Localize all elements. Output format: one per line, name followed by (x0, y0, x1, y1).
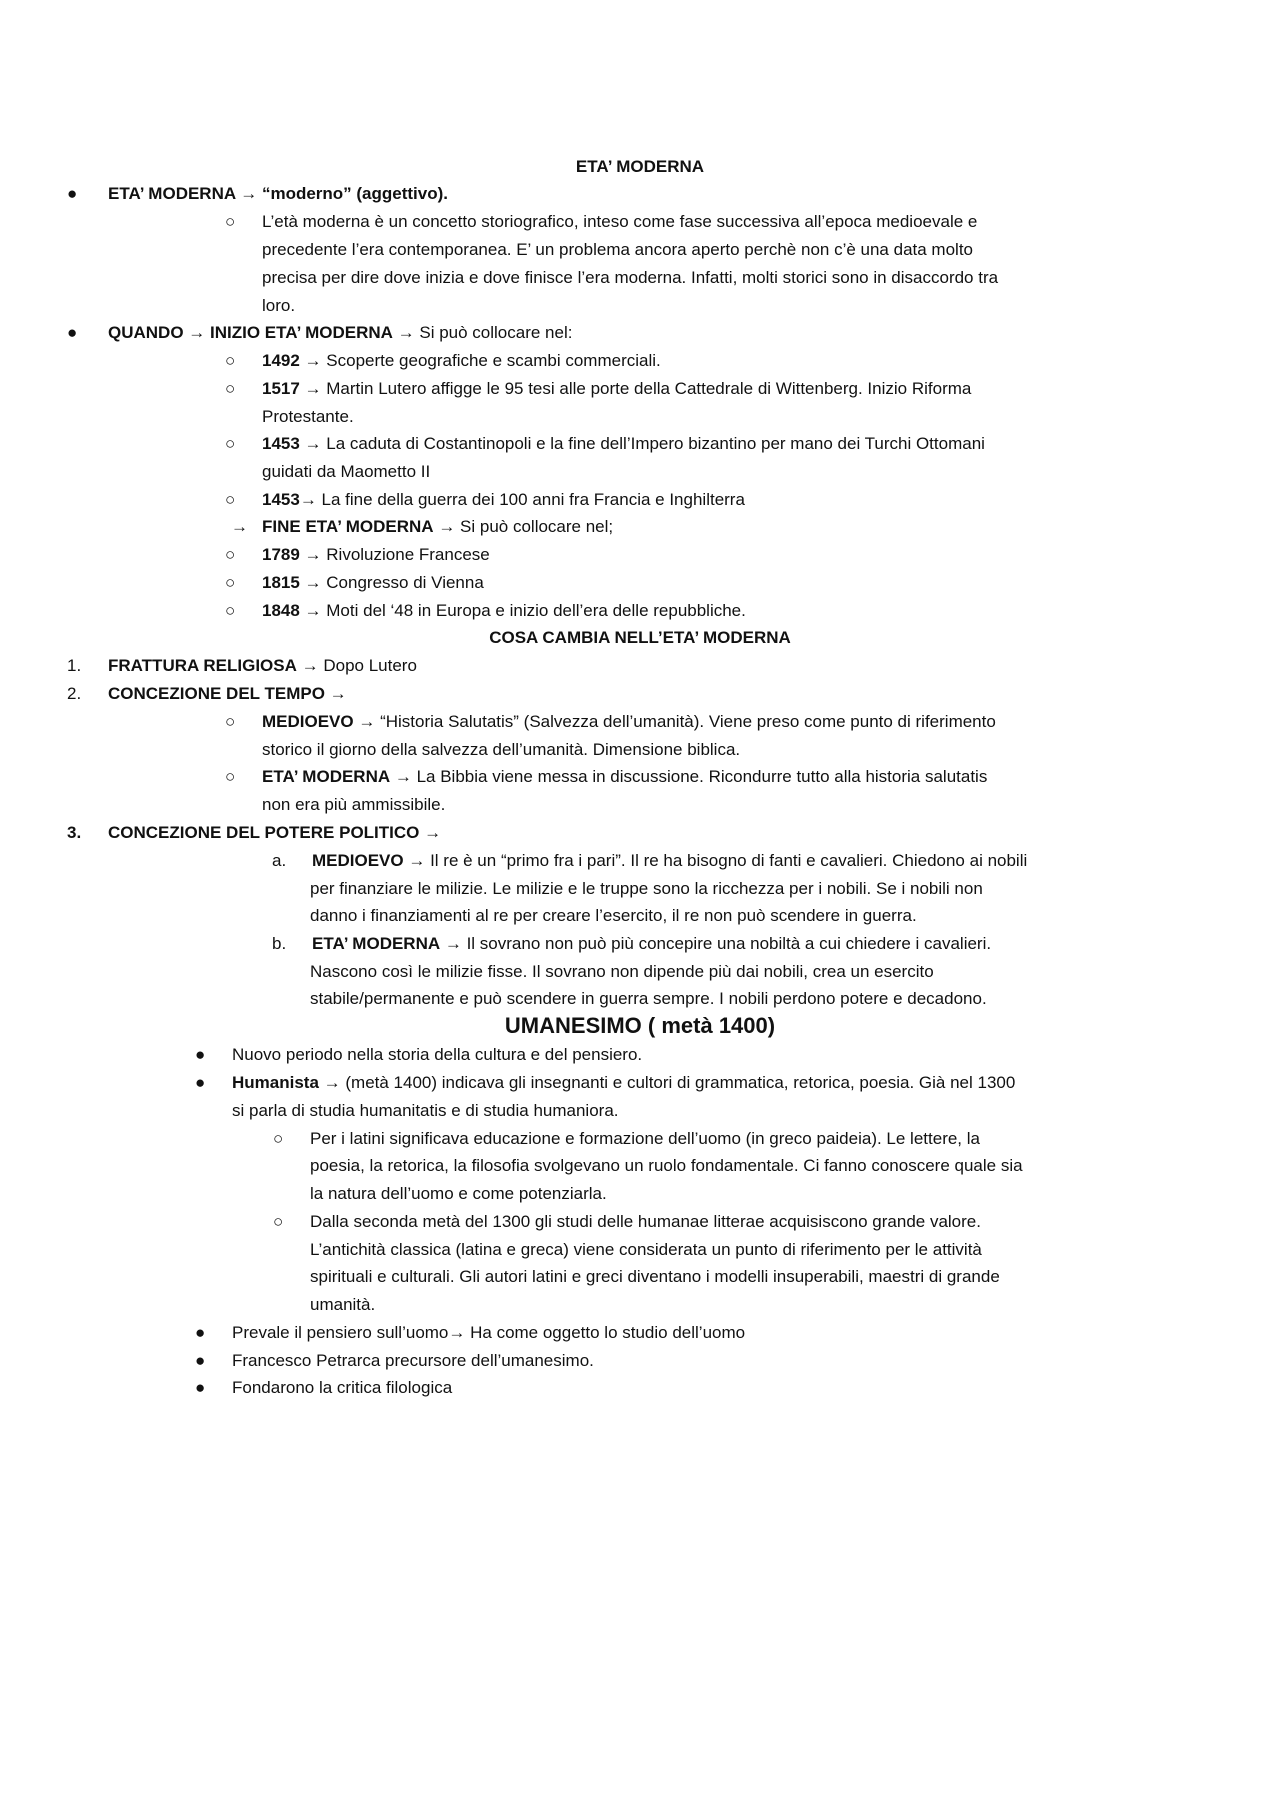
paragraph-line: precisa per dire dove inizia e dove finisce l’era moderna. Infatti, molti storici sono in disaccordo tra (262, 268, 999, 287)
date-item (262, 572, 484, 594)
date-year: 1453 (262, 490, 300, 509)
sub-item (312, 850, 1027, 872)
section-heading-cosa-cambia: COSA CAMBIA NELL’ETA’ MODERNA (489, 628, 791, 647)
list-item-rest: → (324, 684, 347, 703)
paragraph-line: umanità. (310, 1295, 376, 1314)
bullet-marker: ● (67, 323, 78, 342)
date-text: → Scoperte geografiche e scambi commerciali. (299, 351, 661, 370)
section-quando-heading (108, 322, 572, 344)
date-text: → Martin Lutero affigge le 95 tesi alle porte della Cattedrale di Wittenberg. Inizio Riforma (299, 379, 972, 398)
heading-bold: FINE ETA’ MODERNA (262, 517, 434, 536)
date-year: 1848 (262, 601, 300, 620)
list-number: 1. (67, 656, 82, 675)
date-item-continuation: guidati da Maometto II (262, 462, 431, 481)
bullet-marker: ● (67, 184, 78, 203)
heading-rest: → Si può collocare nel; (433, 517, 614, 536)
list-item-rest: → (419, 823, 442, 842)
umanesimo-bullet (232, 1072, 1015, 1094)
umanesimo-bullet: Fondarono la critica filologica (232, 1378, 453, 1397)
date-item (262, 489, 745, 511)
bullet-rest: → (metà 1400) indicava gli insegnanti e cultori di grammatica, retorica, poesia. Già nel 1300 (318, 1073, 1016, 1092)
circle-marker: ○ (225, 490, 236, 509)
section-eta-moderna-heading (108, 183, 448, 205)
sub-item-bold: MEDIOEVO (262, 712, 354, 731)
paragraph-line: L’antichità classica (latina e greca) viene considerata un punto di riferimento per le attività (310, 1240, 982, 1259)
bullet-marker: ● (195, 1045, 206, 1064)
date-text: → La caduta di Costantinopoli e la fine dell’Impero bizantino per mano dei Turchi Ottomani (299, 434, 985, 453)
paragraph-line: poesia, la retorica, la filosofia svolgevano un ruolo fondamentale. Ci fanno conoscere quale sia (310, 1156, 1023, 1175)
date-year: 1492 (262, 351, 300, 370)
sub-item-rest: → Il re è un “primo fra i pari”. Il re ha bisogno di fanti e cavalieri. Chiedono ai nobili (403, 851, 1028, 870)
sub-item-rest: → Il sovrano non può più concepire una nobiltà a cui chiedere i cavalieri. (440, 934, 992, 953)
section-heading-umanesimo: UMANESIMO ( metà 1400) (504, 1013, 776, 1038)
bullet-marker: ● (195, 1378, 206, 1397)
arrow-marker: → (231, 517, 248, 536)
letter-marker: a. (272, 851, 287, 870)
heading-bold: QUANDO → INIZIO ETA’ MODERNA (108, 323, 393, 342)
list-item-bold: CONCEZIONE DEL POTERE POLITICO (108, 823, 420, 842)
date-text: → La fine della guerra dei 100 anni fra Francia e Inghilterra (299, 490, 745, 509)
circle-marker: ○ (225, 573, 236, 592)
paragraph-line: spirituali e culturali. Gli autori latini e greci diventano i modelli insuperabili, maestri di grande (310, 1267, 1000, 1286)
list-number: 2. (67, 684, 82, 703)
bullet-bold: Humanista (232, 1073, 319, 1092)
sub-item-bold: ETA’ MODERNA (262, 767, 391, 786)
sub-item-bold: ETA’ MODERNA (312, 934, 441, 953)
bullet-continuation: si parla di studia humanitatis e di studia humaniora. (232, 1101, 619, 1120)
circle-marker: ○ (273, 1212, 284, 1231)
date-year: 1453 (262, 434, 300, 453)
paragraph-line: L’età moderna è un concetto storiografico, inteso come fase successiva all’epoca medioevale e (262, 212, 978, 231)
date-year: 1517 (262, 379, 300, 398)
paragraph-line: la natura dell’uomo e come potenziarla. (310, 1184, 607, 1203)
circle-marker: ○ (225, 767, 236, 786)
circle-marker: ○ (225, 379, 236, 398)
sub-item-rest: → La Bibbia viene messa in discussione. Ricondurre tutto alla historia salutatis (390, 767, 988, 786)
sub-item-bold: MEDIOEVO (312, 851, 404, 870)
sub-item-continuation: storico il giorno della salvezza dell’umanità. Dimensione biblica. (262, 740, 741, 759)
bullet-marker: ● (195, 1351, 206, 1370)
paragraph-line: Dalla seconda metà del 1300 gli studi delle humanae litterae acquisiscono grande valore. (310, 1212, 981, 1231)
list-item (108, 683, 347, 705)
list-item-bold: CONCEZIONE DEL TEMPO (108, 684, 325, 703)
circle-marker: ○ (225, 545, 236, 564)
letter-marker: b. (272, 934, 287, 953)
umanesimo-bullet: Francesco Petrarca precursore dell’umanesimo. (232, 1351, 594, 1370)
sub-item (312, 933, 991, 955)
date-text: → Congresso di Vienna (299, 573, 484, 592)
bullet-marker: ● (195, 1323, 206, 1342)
sub-item-continuation: Nascono così le milizie fisse. Il sovrano non dipende più dai nobili, crea un esercito (310, 962, 934, 981)
list-item-bold: FRATTURA RELIGIOSA (108, 656, 297, 675)
date-item (262, 433, 985, 455)
circle-marker: ○ (225, 351, 236, 370)
list-item (108, 822, 441, 844)
paragraph-line: loro. (262, 296, 296, 315)
date-item (262, 544, 490, 566)
list-item-rest: → Dopo Lutero (296, 656, 417, 675)
paragraph-line: Per i latini significava educazione e formazione dell’uomo (in greco paideia). Le lettere, la (310, 1129, 980, 1148)
sub-item-continuation: danno i finanziamenti al re per creare l’esercito, il re non può scendere in guerra. (310, 906, 917, 925)
heading-bold: ETA’ MODERNA → “moderno” (aggettivo). (108, 184, 449, 203)
circle-marker: ○ (225, 212, 236, 231)
fine-eta-moderna-heading (262, 516, 613, 538)
heading-rest: → Si può collocare nel: (392, 323, 573, 342)
circle-marker: ○ (225, 712, 236, 731)
bullet-marker: ● (195, 1073, 206, 1092)
sub-item-rest: → “Historia Salutatis” (Salvezza dell’umanità). Viene preso come punto di riferimento (353, 712, 996, 731)
date-year: 1789 (262, 545, 300, 564)
date-text: → Rivoluzione Francese (299, 545, 490, 564)
list-number: 3. (67, 823, 82, 842)
circle-marker: ○ (273, 1129, 284, 1148)
sub-item-continuation: per finanziare le milizie. Le milizie e le truppe sono la ricchezza per i nobili. Se i nobili non (310, 879, 983, 898)
paragraph-line: precedente l’era contemporanea. E’ un problema ancora aperto perchè non c’è una data molto (262, 240, 973, 259)
date-text: → Moti del ‘48 in Europa e inizio dell’era delle repubbliche. (299, 601, 746, 620)
date-year: 1815 (262, 573, 300, 592)
date-item (262, 600, 746, 622)
umanesimo-bullet: Prevale il pensiero sull’uomo→ Ha come oggetto lo studio dell’uomo (232, 1323, 746, 1342)
page-title: ETA’ MODERNA (575, 157, 705, 176)
date-item-continuation: Protestante. (262, 407, 354, 426)
date-item (262, 350, 661, 372)
sub-item-continuation: non era più ammissibile. (262, 795, 446, 814)
umanesimo-bullet: Nuovo periodo nella storia della cultura e del pensiero. (232, 1045, 643, 1064)
circle-marker: ○ (225, 601, 236, 620)
sub-item-continuation: stabile/permanente e può scendere in guerra sempre. I nobili perdono potere e decadono. (310, 989, 987, 1008)
sub-item (262, 766, 987, 788)
list-item (108, 655, 417, 677)
sub-item (262, 711, 996, 733)
circle-marker: ○ (225, 434, 236, 453)
date-item (262, 378, 971, 400)
